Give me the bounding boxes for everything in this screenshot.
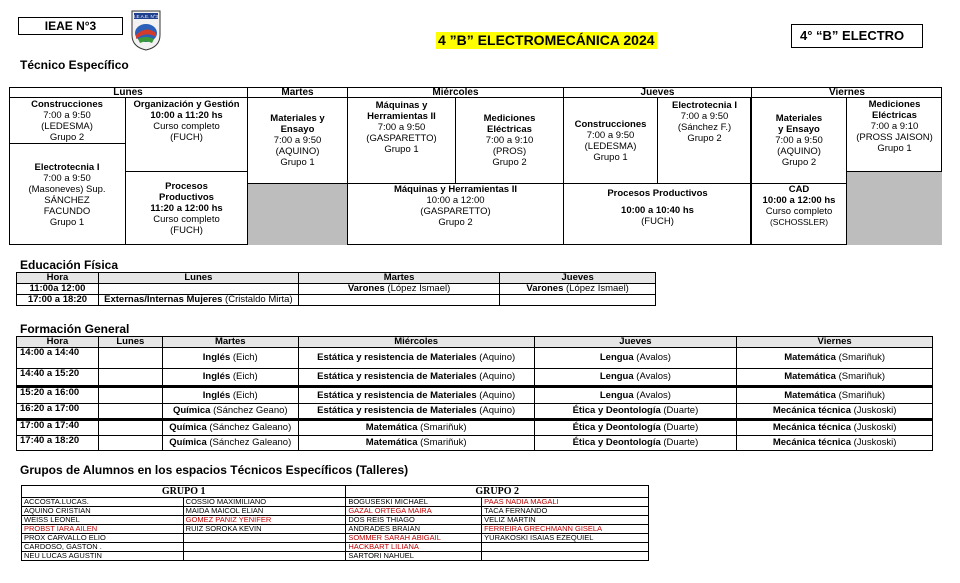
col-header: Martes (298, 273, 499, 284)
list-item (22, 543, 649, 552)
miercoles-maquinas-g2: Máquinas y Herramientas II 10:00 a 12:00 (GASPARETTO) Grupo 2 (347, 184, 563, 245)
grupo2-header: GRUPO 2 (346, 486, 649, 498)
grupos-header-row (22, 486, 649, 498)
student-name: NEU LUCAS AGUSTIN (22, 552, 184, 561)
table-row: 14:00 a 14:40 Inglés (Eich) Estática y resistencia de Materiales (Aquino) Lengua (Avalos) Matemática (Smariñuk) (17, 348, 933, 369)
day-header-lunes: Lunes (9, 87, 247, 98)
student-name: SARTORI NAHUEL (346, 552, 482, 561)
student-name: YURAKOSKI ISAIAS EZEQUIEL (482, 534, 649, 543)
col-header: Hora (17, 273, 99, 284)
student-name: PROX CARVALLO ELIO (22, 534, 184, 543)
tecnico-grid (9, 87, 942, 245)
student-name: COSSIO MAXIMILIANO (183, 498, 346, 507)
section-title-grupos: Grupos de Alumnos en los espacios Técnicos Específicos (Talleres) (20, 463, 409, 477)
jueves-construcciones: Construcciones 7:00 a 9:50 (LEDESMA) Grupo 1 (563, 98, 657, 184)
student-name: AQUINO CRISTIAN (22, 507, 184, 516)
col-header: Jueves (500, 273, 656, 284)
student-name: ACCOSTA.LUCAS. (22, 498, 184, 507)
viernes-empty-cell (846, 172, 942, 245)
col-header: Martes (162, 337, 298, 348)
student-name: RUIZ SOROKA KEVIN (183, 525, 346, 534)
miercoles-maquinas-g1: Máquinas y Herramientas II 7:00 a 9:50 (GASPARETTO) Grupo 1 (347, 98, 455, 184)
jueves-procesos: Procesos Productivos 10:00 a 10:40 hs (FUCH) (563, 184, 751, 245)
student-name (183, 543, 346, 552)
student-name (482, 543, 649, 552)
lunes-organizacion: Organización y Gestión 10:00 a 11:20 hs Curso completo (FUCH) (125, 98, 247, 172)
student-name: FERREIRA GRECHMANN GISELA (482, 525, 649, 534)
list-item (22, 507, 649, 516)
student-name: HACKBART LILIANA (346, 543, 482, 552)
student-name: DOS REIS THIAGO (346, 516, 482, 525)
jueves-electrotecnia: Electrotecnia I 7:00 a 9:50 (Sánchez F.) Grupo 2 (657, 98, 751, 184)
day-header-viernes: Viernes (751, 87, 942, 98)
student-name: MAIDA MAICOL ELIAN (183, 507, 346, 516)
course-label: 4° “B” ELECTRO (791, 24, 923, 48)
day-header-jueves: Jueves (563, 87, 751, 98)
list-item (22, 534, 649, 543)
col-header: Lunes (98, 337, 162, 348)
formacion-header-row (17, 337, 933, 348)
student-name: ANDRADES BRAIAN (346, 525, 482, 534)
section-title-tecnico: Técnico Específico (20, 58, 129, 72)
viernes-mediciones: Mediciones Eléctricas 7:00 a 9:10 (PROSS JAISON) Grupo 1 (846, 98, 942, 172)
student-name: PROBST IARA AILEN (22, 525, 184, 534)
student-name: GOMEZ PANIZ YENIFER (183, 516, 346, 525)
viernes-cad: CAD 10:00 a 12:00 hs Curso completo (SCHOSSLER) (762, 184, 836, 227)
table-row: 15:20 a 16:00 Inglés (Eich) Estática y resistencia de Materiales (Aquino) Lengua (Avalos) Matemática (Smariñuk) (17, 387, 933, 404)
martes-materiales: Materiales y Ensayo 7:00 a 9:50 (AQUINO) Grupo 1 (247, 98, 347, 184)
section-title-formacion: Formación General (20, 322, 130, 336)
lunes-construcciones: Construcciones 7:00 a 9:50 (LEDESMA) Grupo 2 (9, 98, 125, 144)
student-name (482, 552, 649, 561)
col-header: Miércoles (298, 337, 534, 348)
table-row: 16:20 a 17:00 Química (Sánchez Geano) Estática y resistencia de Materiales (Aquino) Ética y Deontología (Duarte) Mecánica técnica (Juskoski) (17, 404, 933, 420)
logo-text: I.E.A.E. N°3 (133, 14, 159, 19)
miercoles-mediciones: Mediciones Eléctricas 7:00 a 9:10 (PROS) Grupo 2 (455, 98, 563, 184)
lunes-electrotecnia: Electrotecnia I 7:00 a 9:50 (Masoneves) Sup. SÁNCHEZ FACUNDO Grupo 1 (28, 161, 106, 228)
day-header-miercoles: Miércoles (347, 87, 563, 98)
grupo1-header: GRUPO 1 (22, 486, 346, 498)
col-header: Viernes (737, 337, 933, 348)
edfisica-header-row (17, 273, 656, 284)
student-name: BOGUSESKI MICHAEL (346, 498, 482, 507)
school-label: IEAE N°3 (18, 17, 123, 35)
student-name (183, 552, 346, 561)
day-header-martes: Martes (247, 87, 347, 98)
col-header: Hora (17, 337, 99, 348)
col-header: Jueves (534, 337, 737, 348)
lunes-procesos: Procesos Productivos 11:20 a 12:00 hs Curso completo (FUCH) (125, 172, 247, 245)
page-title: 4 ”B” ELECTROMECÁNICA 2024 (438, 32, 655, 48)
grupos-table (21, 485, 649, 561)
table-row: 14:40 a 15:20 Inglés (Eich) Estática y resistencia de Materiales (Aquino) Lengua (Avalos) Matemática (Smariñuk) (17, 369, 933, 387)
student-name: TACA FERNANDO (482, 507, 649, 516)
table-row: 11:00a 12:00 Varones (López Ismael) Varones (López Ismael) (17, 284, 656, 295)
student-name: GAZAL ORTEGA MAIRA (346, 507, 482, 516)
formacion-table (16, 336, 933, 451)
student-name: PAAS NADIA MAGALI (482, 498, 649, 507)
col-header: Lunes (98, 273, 298, 284)
shield-logo-icon (130, 9, 162, 51)
student-name (183, 534, 346, 543)
list-item (22, 552, 649, 561)
edfisica-table (16, 272, 656, 306)
table-row: 17:40 a 18:20 Química (Sánchez Galeano) Matemática (Smariñuk) Ética y Deontología (Duarte) Mecánica técnica (Juskoski) (17, 436, 933, 451)
school-logo (130, 9, 162, 51)
martes-empty-cell (247, 184, 347, 245)
student-name: CARDOSO, GASTON . (22, 543, 184, 552)
list-item (22, 498, 649, 507)
student-name: WEISS LEONEL (22, 516, 184, 525)
student-name: VELIZ MARTIN (482, 516, 649, 525)
viernes-materiales: Materiales y Ensayo 7:00 a 9:50 (AQUINO) Grupo 2 (752, 98, 846, 184)
table-row: 17:00 a 18:20 Externas/Internas Mujeres (Cristaldo Mirta) (17, 295, 656, 306)
table-row: 17:00 a 17:40 Química (Sánchez Galeano) Matemática (Smariñuk) Ética y Deontología (Duarte) Mecánica técnica (Juskoski) (17, 420, 933, 436)
section-title-edfisica: Educación Física (20, 258, 119, 272)
student-name: SOMMER SARAH ABIGAIL (346, 534, 482, 543)
